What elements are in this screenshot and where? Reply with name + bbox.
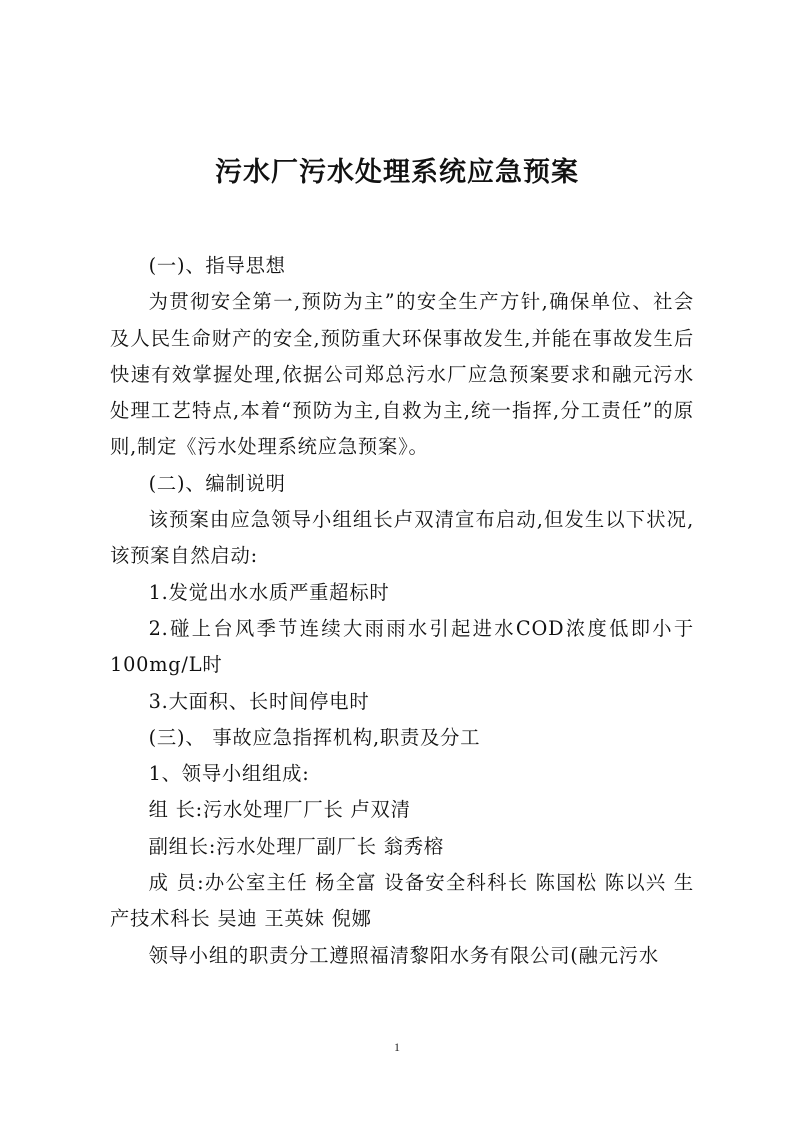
paragraph-activation: 该预案由应急领导小组组长卢双清宣布启动,但发生以下状况,该预案自然启动: <box>110 508 694 568</box>
list-item-3: 3.大面积、长时间停电时 <box>148 689 370 713</box>
document-body <box>110 248 694 974</box>
members-line: 成 员:办公室主任 杨全富 设备安全科科长 陈国松 陈以兴 生产技术科长 吴迪 王英妹 倪娜 <box>110 871 694 931</box>
deputy-leader-line: 副组长:污水处理厂副厂长 翁秀榕 <box>148 834 444 858</box>
leader-line: 组 长:污水处理厂厂长 卢双清 <box>148 798 411 822</box>
list-item-1: 1.发觉出水水质严重超标时 <box>148 580 390 604</box>
paragraph-guiding-ideology: 为贯彻安全第一,预防为主”的安全生产方针,确保单位、社会及人民生命财产的安全,预防重大环保事故发生,并能在事故发生后快速有效掌握处理,依据公司郑总污水厂应急预案要求和融元污水处理工艺特点,本着“预防为主,自救为主,统一指挥,分工责任”的原则,制定《污水处理系统应急预案》。 <box>110 290 694 459</box>
page-number: 1 <box>394 1040 400 1054</box>
document-title: 污水厂污水处理系统应急预案 <box>215 157 579 188</box>
paragraph-responsibilities: 领导小组的职责分工遵照福清黎阳水务有限公司(融元污水 <box>148 943 659 967</box>
heading-compilation-notes: (二)、编制说明 <box>148 471 286 495</box>
heading-leadership-group: 1、领导小组组成: <box>148 762 310 786</box>
heading-command-structure: (三)、 事故应急指挥机构,职责及分工 <box>148 725 481 749</box>
list-item-2: 2.碰上台风季节连续大雨雨水引起进水COD浓度低即小于100mg/L时 <box>110 616 694 677</box>
heading-guiding-ideology: (一)、指导思想 <box>148 254 286 277</box>
